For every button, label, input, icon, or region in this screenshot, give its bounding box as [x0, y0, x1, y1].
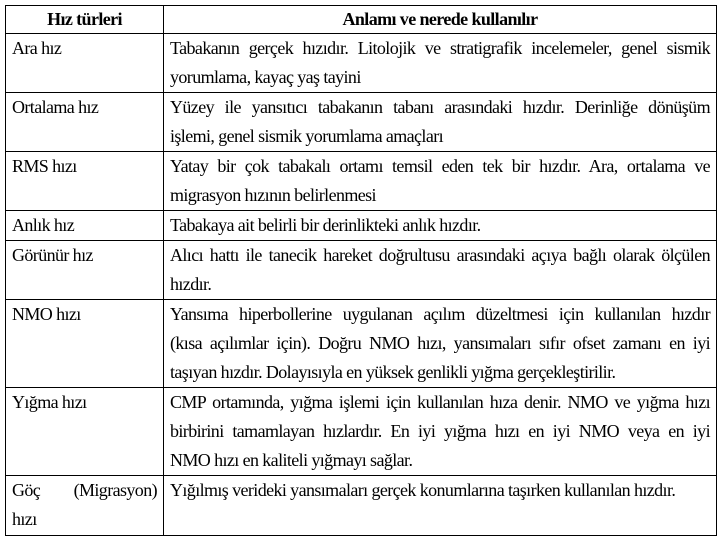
velocity-type-line: Göç (Migrasyon) [12, 480, 157, 500]
description-cell [164, 300, 717, 388]
header-meaning-usage: Anlamı ve nerede kullanılır [164, 6, 717, 34]
description-line: yorumlama, kayaç yaş tayini [170, 67, 361, 87]
description-line: Alıcı hattı ile tanecik hareket doğrultusu arasındaki açıya bağlı olarak ölçülen [170, 245, 710, 265]
velocity-types-table [5, 5, 717, 536]
velocity-type-line: Yığma hızı [12, 392, 87, 412]
description-line: (kısa açılımlar için). Doğru NMO hızı, yansımaları sıfır ofset zamanı en iyi [170, 333, 710, 353]
velocity-type-line: Ortalama hız [12, 97, 99, 117]
description-line: Yatay bir çok tabakalı ortamı temsil eden tek bir hızdır. Ara, ortalama ve [170, 156, 710, 176]
description-line: Yığılmış verideki yansımaları gerçek konumlarına taşırken kullanılan hızdır. [170, 480, 676, 500]
description-line: Tabakanın gerçek hızıdır. Litolojik ve stratigrafik incelemeler, genel sismik [170, 38, 710, 58]
description-line: Tabakaya ait belirli bir derinlikteki anlık hızdır. [170, 215, 481, 235]
description-cell [164, 476, 717, 536]
description-line: hızdır. [170, 274, 212, 294]
description-line: migrasyon hızının belirlenmesi [170, 185, 376, 205]
table-row [6, 93, 717, 152]
description-cell [164, 93, 717, 152]
velocity-type-cell [6, 300, 164, 388]
description-cell [164, 388, 717, 476]
velocity-type-line: RMS hızı [12, 156, 77, 176]
velocity-type-line: NMO hızı [12, 304, 81, 324]
table-row [6, 388, 717, 476]
description-cell [164, 152, 717, 211]
description-cell [164, 241, 717, 300]
table-row [6, 34, 717, 93]
velocity-type-cell [6, 241, 164, 300]
table-row [6, 152, 717, 211]
description-line: Yüzey ile yansıtıcı tabakanın tabanı arasındaki hızdır. Derinliğe dönüşüm [170, 97, 710, 117]
velocity-type-line: hızı [12, 509, 37, 529]
velocity-type-line: Görünür hız [12, 245, 93, 265]
velocity-type-line: Anlık hız [12, 215, 75, 235]
description-line: birbirini tamamlayan hızlardır. En iyi yığma hızı en iyi NMO veya en iyi [170, 421, 710, 441]
velocity-type-line: Ara hız [12, 38, 62, 58]
table-row [6, 476, 717, 536]
velocity-type-cell [6, 388, 164, 476]
description-line: taşıyan hızdır. Dolayısıyla en yüksek genlikli yığma gerçekleştirilir. [170, 362, 616, 382]
header-row [6, 6, 717, 34]
table-row [6, 241, 717, 300]
header-velocity-types: Hız türleri [6, 6, 164, 34]
description-line: CMP ortamında, yığma işlemi için kullanılan hıza denir. NMO ve yığma hızı [170, 392, 710, 412]
velocity-type-cell [6, 93, 164, 152]
description-line: işlemi, genel sismik yorumlama amaçları [170, 126, 444, 146]
table-row [6, 211, 717, 241]
table-row [6, 300, 717, 388]
velocity-type-cell [6, 476, 164, 536]
description-cell [164, 211, 717, 241]
description-cell [164, 34, 717, 93]
velocity-type-cell [6, 152, 164, 211]
velocity-type-cell [6, 34, 164, 93]
velocity-type-cell [6, 211, 164, 241]
description-line: Yansıma hiperbollerine uygulanan açılım düzeltmesi için kullanılan hızdır [170, 304, 710, 324]
description-line: NMO hızı en kaliteli yığmayı sağlar. [170, 450, 413, 470]
